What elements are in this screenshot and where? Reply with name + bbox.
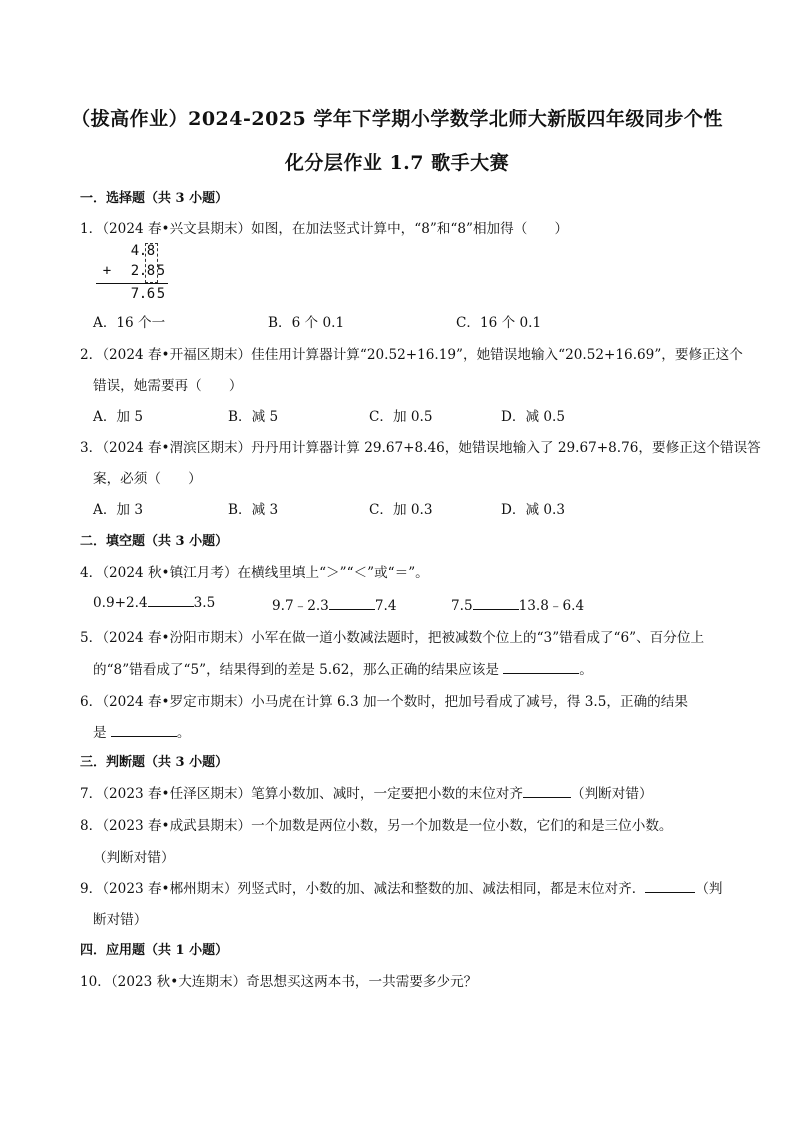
answer-blank[interactable] (329, 597, 375, 610)
q1-option-b: B．6 个 0.1 (268, 315, 345, 331)
question-2-stem-line-1: 2．（2024 春•开福区期末）佳佳用计算器计算“20.52+16.19”，她错误地输入“20.52+16.69”，要修正这个 (80, 347, 743, 363)
calc-digit: 2 (130, 263, 140, 279)
answer-blank[interactable] (645, 880, 695, 893)
calc-digit: 8 (146, 263, 156, 279)
question-5-stem-line-2 (93, 658, 593, 678)
q3-option-c: C．加 0.3 (369, 502, 433, 518)
question-7-stem (80, 782, 726, 802)
q9-text-end: （判 (695, 881, 723, 897)
section-heading-judge: 三．判断题（共 3 小题） (80, 755, 229, 770)
q4-item-3 (451, 594, 584, 614)
q4-item-2-right: 7.4 (374, 598, 397, 614)
q7-text-end: （判断对错） (571, 786, 653, 802)
q4-item-1-left: 0.9+2.4 (93, 595, 148, 611)
calc-digit: 5 (156, 286, 166, 302)
q2-option-c: C．加 0.5 (369, 409, 433, 425)
question-9-stem-line-2: 断对错） (93, 912, 148, 928)
calc-digit: 5 (156, 263, 166, 279)
question-9-stem-line-1 (80, 877, 726, 897)
q2-option-b: B．减 5 (228, 409, 279, 425)
calc-digit: 7 (130, 286, 140, 302)
calc-digit: . (138, 243, 148, 259)
question-2-stem-line-2: 错误，她需要再（ ） (93, 378, 243, 394)
question-8-stem-line-2: （判断对错） (93, 850, 175, 866)
q6-text-end: 。 (176, 725, 191, 741)
q4-item-1 (93, 594, 215, 611)
answer-blank[interactable] (523, 785, 571, 798)
answer-blank[interactable] (473, 597, 519, 610)
q4-item-1-right: 3.5 (193, 595, 216, 611)
section-heading-fill: 二．填空题（共 3 小题） (80, 534, 229, 549)
sum-line (96, 283, 168, 284)
question-6-stem-line-1: 6．（2024 春•罗定市期末）小马虎在计算 6.3 加一个数时，把加号看成了减号，得 3.5，正确的结果 (80, 694, 688, 710)
question-8-stem-line-1: 8．（2023 春•成武县期末）一个加数是两位小数，另一个加数是一位小数，它们的和是三位小数。 (80, 818, 673, 834)
q9-text: 9．（2023 春•郴州期末）列竖式时，小数的加、减法和整数的加、减法相同，都是末位对齐． (80, 881, 646, 897)
question-1-stem: 1．（2024 春•兴文县期末）如图，在加法竖式计算中，“8”和“8”相加得（ ） (80, 221, 569, 237)
q3-option-d: D．减 0.3 (501, 502, 566, 518)
question-10-stem: 10．（2023 秋•大连期末）奇思想买这两本书，一共需要多少元？ (80, 974, 478, 990)
question-6-stem-line-2 (93, 721, 191, 741)
q2-option-d: D．减 0.5 (501, 409, 566, 425)
question-3-stem-line-2: 案，必须（ ） (93, 471, 202, 487)
answer-blank[interactable] (111, 724, 177, 737)
calc-digit: 6 (146, 286, 156, 302)
question-3-stem-line-1: 3．（2024 春•渭滨区期末）丹丹用计算器计算 29.67+8.46，她错误地输入了 29.67+8.76，要修正这个错误答 (80, 440, 761, 456)
calc-digit: . (138, 286, 148, 302)
q2-option-a: A．加 5 (93, 409, 143, 425)
page-title-line-2: 化分层作业 1.7 歌手大赛 (284, 152, 510, 174)
highlight-box (145, 243, 158, 283)
vertical-addition-figure (96, 243, 176, 303)
calc-digit: 4 (130, 243, 140, 259)
calc-digit: 8 (146, 243, 156, 259)
q1-option-c: C．16 个 0.1 (456, 315, 542, 331)
section-heading-choice: 一．选择题（共 3 小题） (80, 191, 229, 206)
q4-item-2-left: 9.7﹣2.3 (272, 598, 329, 614)
question-5-stem-line-1: 5．（2024 春•汾阳市期末）小军在做一道小数减法题时，把被减数个位上的“3”错看成了“6”、百分位上 (80, 630, 705, 646)
q5-text-end: 。 (579, 662, 593, 678)
q4-item-3-right: 13.8﹣6.4 (518, 598, 585, 614)
q3-option-b: B．减 3 (228, 502, 279, 518)
page-title-line-1: （拔高作业）2024-2025 学年下学期小学数学北师大新版四年级同步个性 (71, 108, 723, 130)
calc-digit: . (138, 263, 148, 279)
q5-text: 的“8”错看成了“5”，结果得到的差是 5.62，那么正确的结果应该是 (93, 662, 499, 678)
q1-option-a: A．16 个一 (93, 315, 166, 331)
q4-item-2 (272, 594, 396, 614)
q4-item-3-left: 7.5 (451, 598, 473, 614)
answer-blank[interactable] (503, 661, 579, 674)
section-heading-application: 四．应用题（共 1 小题） (80, 943, 229, 958)
calc-digit: + (102, 263, 112, 279)
q7-text: 7．（2023 春•任泽区期末）笔算小数加、减时，一定要把小数的末位对齐 (80, 786, 523, 802)
question-4-stem: 4．（2024 秋•镇江月考）在横线里填上“＞”“＜”或“＝”。 (80, 565, 429, 581)
q3-option-a: A．加 3 (93, 502, 143, 518)
q6-text: 是 (93, 725, 107, 741)
answer-blank[interactable] (148, 594, 194, 607)
